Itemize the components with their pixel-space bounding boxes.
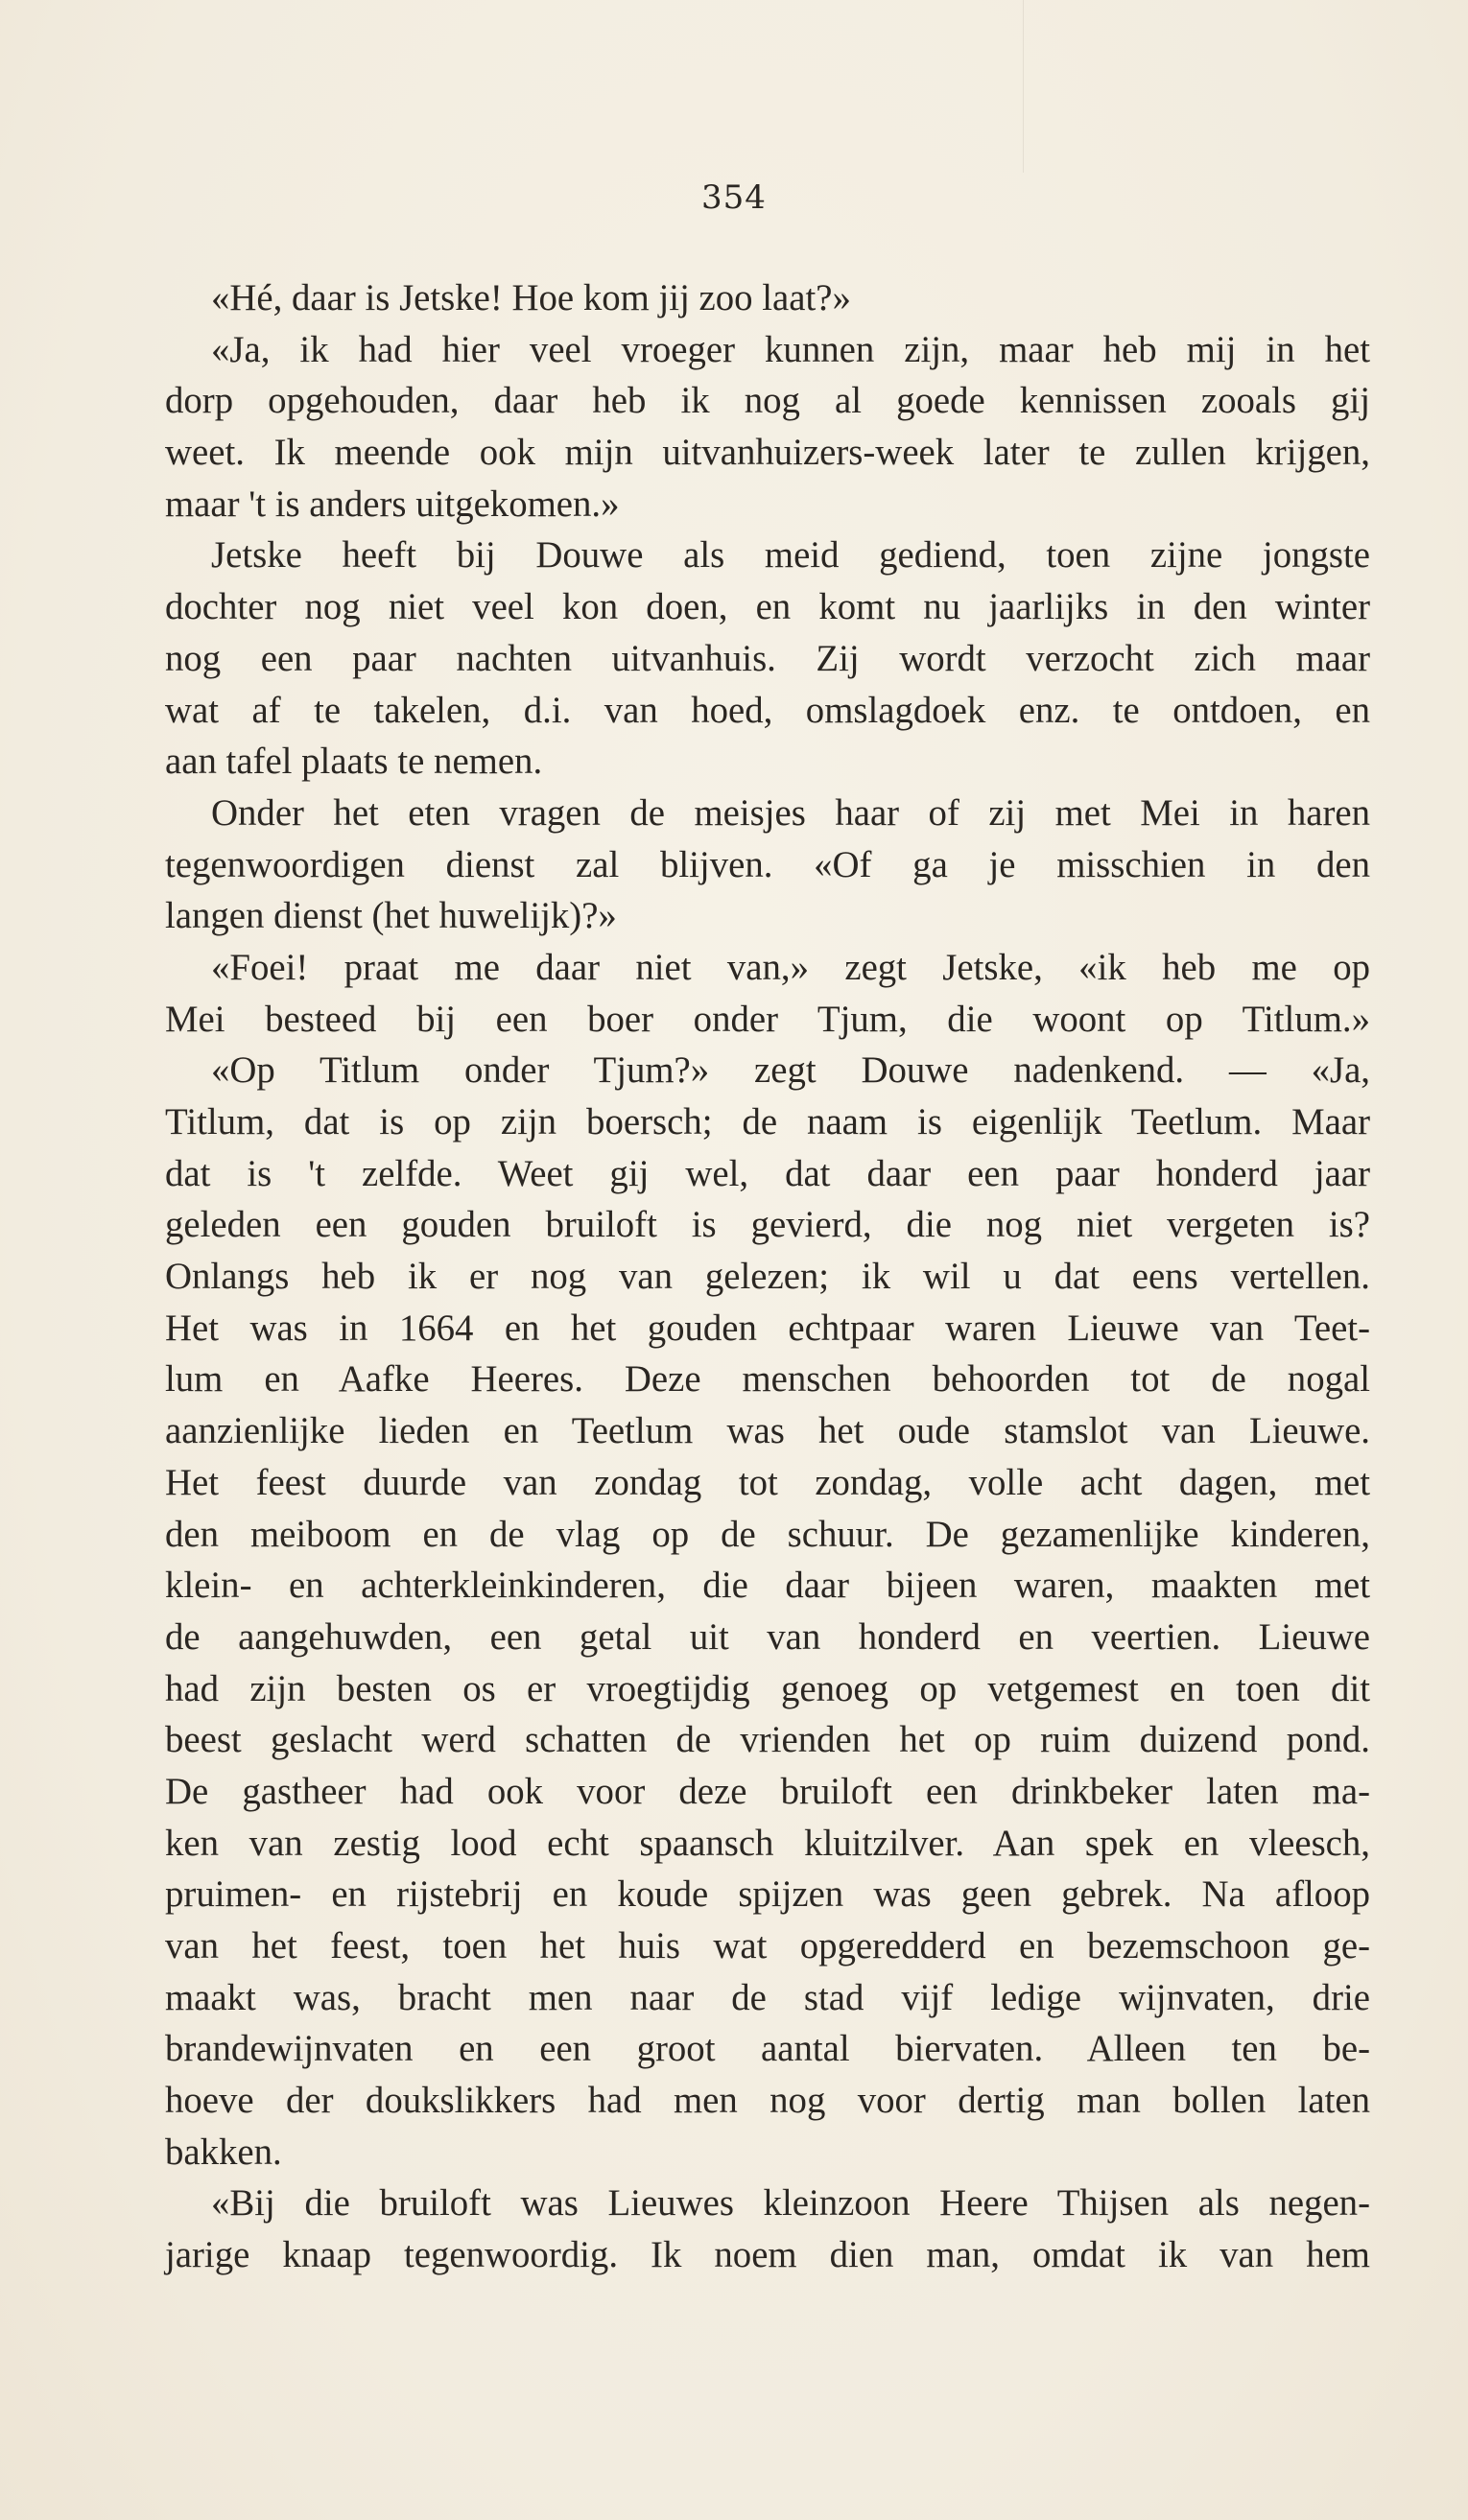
text-line: pruimen- en rijstebrij en koude spijzen was geen gebrek. Na afloop	[165, 1873, 1370, 1916]
text-line: brandewijnvaten en een groot aantal biervaten. Alleen ten be-	[165, 2028, 1370, 2070]
text-line: hoeve der doukslikkers had men nog voor dertig man bollen laten	[165, 2080, 1370, 2122]
text-line: wat af te takelen, d.i. van hoed, omslagdoek enz. te ontdoen, en	[165, 689, 1370, 731]
text-line: dorp opgehouden, daar heb ik nog al goede kennissen zooals gij	[165, 380, 1370, 422]
text-line: «Ja, ik had hier veel vroeger kunnen zijn, maar heb mij in het	[211, 328, 1370, 370]
text-line: lum en Aafke Heeres. Deze menschen behoorden tot de nogal	[165, 1358, 1370, 1401]
text-line: «Hé, daar is Jetske! Hoe kom jij zoo laat?»	[211, 277, 851, 318]
text-line: van het feest, toen het huis wat opgeredderd en bezemschoon ge-	[165, 1925, 1370, 1967]
text-line: jarige knaap tegenwoordig. Ik noem dien man, omdat ik van hem	[165, 2234, 1370, 2276]
text-line: «Foei! praat me daar niet van,» zegt Jetske, «ik heb me op	[211, 946, 1370, 988]
text-line: Het feest duurde van zondag tot zondag, volle acht dagen, met	[165, 1461, 1370, 1503]
paper-fold-mark	[1023, 0, 1024, 173]
text-line: beest geslacht werd schatten de vrienden het op ruim duizend pond.	[165, 1719, 1370, 1761]
text-line: geleden een gouden bruiloft is gevierd, die nog niet vergeten is?	[165, 1204, 1370, 1246]
text-line: den meiboom en de vlag op de schuur. De gezamenlijke kinderen,	[165, 1513, 1370, 1555]
text-line: weet. Ik meende ook mijn uitvanhuizers-week later te zullen krijgen,	[165, 432, 1370, 474]
text-line: Het was in 1664 en het gouden echtpaar waren Lieuwe van Teet-	[165, 1307, 1370, 1349]
text-line: Mei besteed bij een boer onder Tjum, die woont op Titlum.»	[165, 998, 1370, 1040]
text-line: Titlum, dat is op zijn boersch; de naam is eigenlijk Teetlum. Maar	[165, 1101, 1370, 1142]
text-line: maar 't is anders uitgekomen.»	[165, 483, 620, 525]
text-line: maakt was, bracht men naar de stad vijf ledige wijnvaten, drie	[165, 1976, 1370, 2018]
text-line: De gastheer had ook voor deze bruiloft een drinkbeker laten ma-	[165, 1770, 1370, 1812]
text-line: ken van zestig lood echt spaansch kluitzilver. Aan spek en vleesch,	[165, 1822, 1370, 1864]
text-line: tegenwoordigen dienst zal blijven. «Of ga je misschien in den	[165, 843, 1370, 885]
body-text	[165, 272, 1370, 2281]
text-line: «Op Titlum onder Tjum?» zegt Douwe nadenkend. — «Ja,	[211, 1049, 1370, 1092]
text-line: had zijn besten os er vroegtijdig genoeg op vetgemest en toen dit	[165, 1667, 1370, 1709]
text-line: Jetske heeft bij Douwe als meid gediend, toen zijne jongste	[211, 534, 1370, 577]
text-line: bakken.	[165, 2131, 282, 2173]
text-line: dochter nog niet veel kon doen, en komt nu jaarlijks in den winter	[165, 586, 1370, 628]
text-line: de aangehuwden, een getal uit van honderd en veertien. Lieuwe	[165, 1615, 1370, 1658]
text-line: langen dienst (het huwelijk)?»	[165, 895, 617, 937]
text-line: «Bij die bruiloft was Lieuwes kleinzoon Heere Thijsen als negen-	[211, 2182, 1370, 2225]
text-line: aan tafel plaats te nemen.	[165, 741, 543, 783]
text-line: klein- en achterkleinkinderen, die daar bijeen waren, maakten met	[165, 1565, 1370, 1607]
text-line: nog een paar nachten uitvanhuis. Zij wordt verzocht zich maar	[165, 637, 1370, 679]
text-line: Onlangs heb ik er nog van gelezen; ik wil u dat eens vertellen.	[165, 1256, 1370, 1298]
text-line: aanzienlijke lieden en Teetlum was het oude stamslot van Lieuwe.	[165, 1410, 1370, 1452]
text-line: dat is 't zelfde. Weet gij wel, dat daar een paar honderd jaar	[165, 1152, 1370, 1194]
text-line: Onder het eten vragen de meisjes haar of zij met Mei in haren	[211, 791, 1370, 834]
page-number: 354	[701, 178, 767, 217]
